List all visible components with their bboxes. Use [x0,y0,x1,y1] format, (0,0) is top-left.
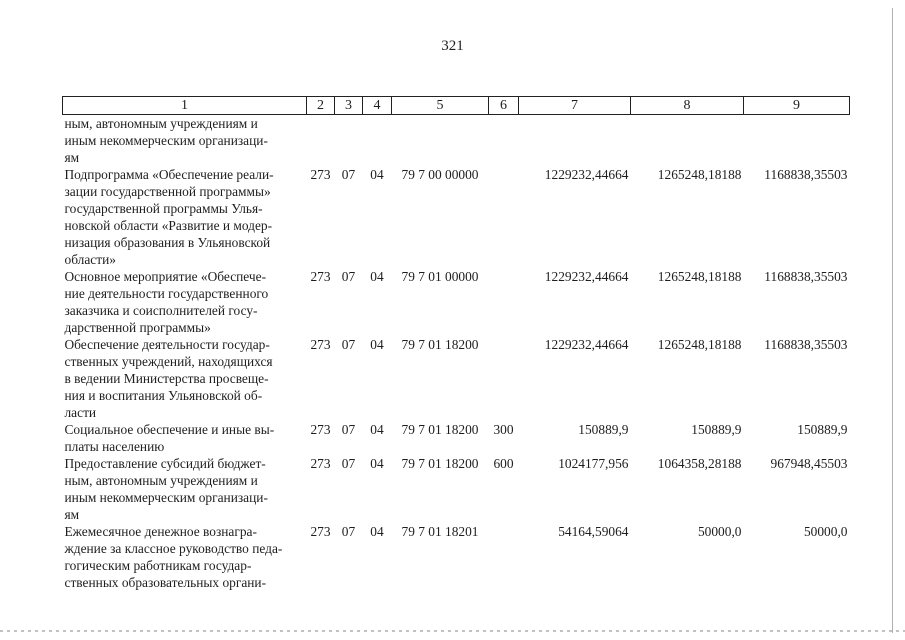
code-cell [489,523,519,591]
amount-cell: 967948,45503 [770,456,848,471]
name-line: ласти [64,405,97,420]
code-cell [489,268,519,336]
row-name-cell [63,336,307,421]
name-line: Подпрограмма «Обеспечение реали- [64,167,274,182]
code-cell: 07 [341,269,356,284]
column-header: 6 [489,97,519,115]
code-cell: 04 [370,337,384,352]
code-cell: 79 7 01 00000 [401,269,479,284]
code-cell: 273 [310,337,331,352]
column-header: 3 [335,97,363,115]
amount-cell [744,115,850,167]
name-line: новской области «Развитие и модер- [64,218,273,233]
scan-edge-right [892,8,893,633]
row-name-cell [63,115,307,167]
name-line: ственных образовательных органи- [64,575,267,590]
name-line: гогическим работникам государ- [64,558,252,573]
amount-cell: 1064358,28188 [657,456,742,471]
name-line: Обеспечение деятельности государ- [64,337,270,352]
code-cell [489,166,519,268]
name-line: Предоставление субсидий бюджет- [64,456,266,471]
amount-cell [631,115,744,167]
code-cell: 79 7 01 18200 [401,456,479,471]
amount-cell: 54164,59064 [558,524,629,539]
name-line: Основное мероприятие «Обеспече- [64,269,267,284]
name-line: иным некоммерческим организаци- [64,490,268,505]
code-cell: 07 [341,337,356,352]
code-cell: 79 7 01 18201 [401,524,479,539]
code-cell: 07 [341,422,356,437]
name-line: ния и воспитания Ульяновской об- [64,388,263,403]
row-name-cell [63,523,307,591]
table-row [63,421,850,455]
amount-cell: 1229232,44664 [544,167,629,182]
table-row [63,115,850,167]
table-row [63,336,850,421]
code-cell: 273 [310,456,331,471]
name-line: Ежемесячное денежное вознагра- [64,524,257,539]
amount-cell [519,115,631,167]
name-line: ждение за классное руководство педа- [64,541,283,556]
code-cell: 07 [341,456,356,471]
code-cell: 300 [493,422,514,437]
code-cell: 273 [310,269,331,284]
row-name-cell [63,455,307,523]
code-cell [335,115,363,167]
code-cell: 79 7 01 18200 [401,422,479,437]
amount-cell: 1265248,18188 [657,337,742,352]
code-cell: 07 [341,167,356,182]
column-header: 9 [744,97,850,115]
name-line: ственных учреждений, находящихся [64,354,273,369]
amount-cell: 150889,9 [797,422,848,437]
amount-cell: 50000,0 [697,524,742,539]
name-line: ние деятельности государственного [64,286,269,301]
code-cell: 273 [310,167,331,182]
name-line: области» [64,252,116,267]
name-line: платы населению [64,439,165,454]
column-header: 2 [307,97,335,115]
code-cell: 600 [493,456,514,471]
table-row [63,268,850,336]
name-line: иным некоммерческим организаци- [64,133,268,148]
column-header: 1 [63,97,307,115]
code-cell: 07 [341,524,356,539]
name-line: дарственной программы» [64,320,211,335]
code-cell: 04 [370,524,384,539]
column-header: 7 [519,97,631,115]
code-cell: 04 [370,422,384,437]
code-cell [489,115,519,167]
name-line: государственной программы Улья- [64,201,263,216]
code-cell [392,115,489,167]
column-header: 8 [631,97,744,115]
name-line: низация образования в Ульяновской [64,235,271,250]
name-line: ным, автономным учреждениям и [64,473,258,488]
name-line: заказчика и соисполнителей госу- [64,303,258,318]
amount-cell: 50000,0 [803,524,848,539]
amount-cell: 1229232,44664 [544,337,629,352]
code-cell: 04 [370,456,384,471]
table-row [63,166,850,268]
column-header: 5 [392,97,489,115]
amount-cell: 150889,9 [578,422,629,437]
code-cell [363,115,392,167]
name-line: ям [64,150,80,165]
code-cell: 79 7 00 00000 [401,167,479,182]
column-header: 4 [363,97,392,115]
name-line: Социальное обеспечение и иные вы- [64,422,275,437]
code-cell: 04 [370,269,384,284]
amount-cell: 1265248,18188 [657,167,742,182]
row-name-cell [63,268,307,336]
code-cell: 273 [310,422,331,437]
amount-cell: 1229232,44664 [544,269,629,284]
budget-table [62,96,850,591]
amount-cell: 1168838,35503 [764,167,848,182]
amount-cell: 1265248,18188 [657,269,742,284]
name-line: в ведении Министерства просвеще- [64,371,269,386]
page-number: 321 [441,38,464,54]
code-cell: 79 7 01 18200 [401,337,479,352]
code-cell [489,336,519,421]
row-name-cell [63,166,307,268]
name-line: ным, автономным учреждениям и [64,116,258,131]
scan-edge-bottom [0,630,905,632]
amount-cell: 150889,9 [691,422,742,437]
amount-cell: 1168838,35503 [764,269,848,284]
amount-cell: 1024177,956 [558,456,629,471]
row-name-cell [63,421,307,455]
code-cell: 04 [370,167,384,182]
table-row [63,523,850,591]
name-line: ям [64,507,80,522]
amount-cell: 1168838,35503 [764,337,848,352]
name-line: зации государственной программы» [64,184,271,199]
code-cell: 273 [310,524,331,539]
header-row [63,97,850,115]
table-row [63,455,850,523]
code-cell [307,115,335,167]
